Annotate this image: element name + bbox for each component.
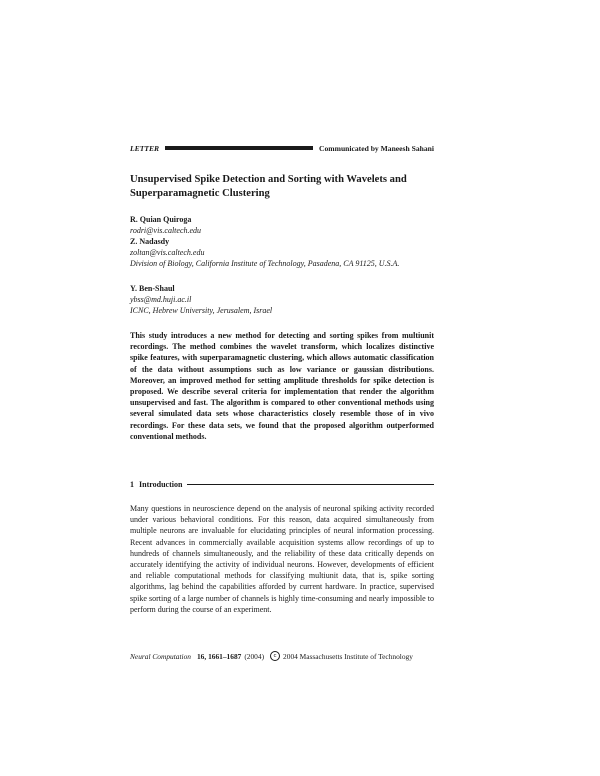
copyright-icon: c — [270, 651, 280, 661]
author-block-3 — [130, 283, 434, 316]
author-name: Z. Nadasdy — [130, 237, 170, 246]
author-email: rodri@vis.caltech.edu — [130, 226, 202, 235]
section-rule — [187, 484, 434, 485]
journal-name: Neural Computation — [130, 651, 191, 661]
author-block-1 — [130, 214, 434, 236]
volume-pages: 16, 1661–1687 — [196, 651, 242, 661]
author-name: R. Quian Quiroga — [130, 215, 192, 224]
journal-footer — [130, 651, 434, 661]
communicated-by: Communicated by Maneesh Sahani — [319, 143, 434, 153]
section-title: Introduction — [139, 480, 183, 489]
author-name: Y. Ben-Shaul — [130, 284, 175, 293]
section-heading — [130, 480, 434, 489]
paper-page — [130, 0, 434, 776]
paper-title: Unsupervised Spike Detection and Sorting with Wavelets and Superparamagnetic Clustering — [130, 174, 407, 199]
publication-year: (2004) — [244, 651, 265, 661]
section-number: 1 — [130, 480, 134, 489]
article-type-label: LETTER — [130, 143, 160, 153]
author-affiliation: ICNC, Hebrew University, Jerusalem, Israel — [130, 306, 273, 315]
author-block-2 — [130, 236, 434, 269]
introduction-paragraph: Many questions in neuroscience depend on the analysis of neuronal spiking activity recorded under various behavioral conditions. For this reason, data acquired simultaneously from multiple neurons are invaluable for elucidating principles of neural information processing. Recent advances in commercially available acquisition systems allow recordings of up to hundreds of channels simultaneously, and the reliability of these data critically depends on accurately identifying the activity of individual neurons. However, developments of efficient and reliable computational methods for classifying multiunit data, that is, spike sorting algorithms, lag behind the capabilities afforded by current hardware. In practice, supervised spike sorting of a large number of channels is highly time-consuming and nearly impossible to perform during the course of an experiment. — [130, 504, 434, 614]
abstract: This study introduces a new method for detecting and sorting spikes from multiunit recordings. The method combines the wavelet transform, which localizes distinctive spike features, with superparamagnetic clustering, which allows automatic classification of the data without assumptions such as low variance or gaussian distributions. Moreover, an improved method for setting amplitude thresholds for spike detection is proposed. We describe several criteria for implementation that render the algorithm unsupervised and fast. The algorithm is compared to other conventional methods using several simulated data sets whose characteristics closely resemble those of in vivo recordings. For these data sets, we found that the proposed algorithm outperformed conventional methods. — [130, 331, 434, 441]
letter-header — [130, 141, 434, 155]
header-rule — [165, 146, 313, 150]
copyright-text: 2004 Massachusetts Institute of Technology — [283, 651, 413, 661]
author-email: zoltan@vis.caltech.edu — [130, 248, 205, 257]
author-affiliation: Division of Biology, California Institute of Technology, Pasadena, CA 91125, U.S.A. — [130, 259, 400, 268]
author-email: ybss@md.huji.ac.il — [130, 295, 192, 304]
